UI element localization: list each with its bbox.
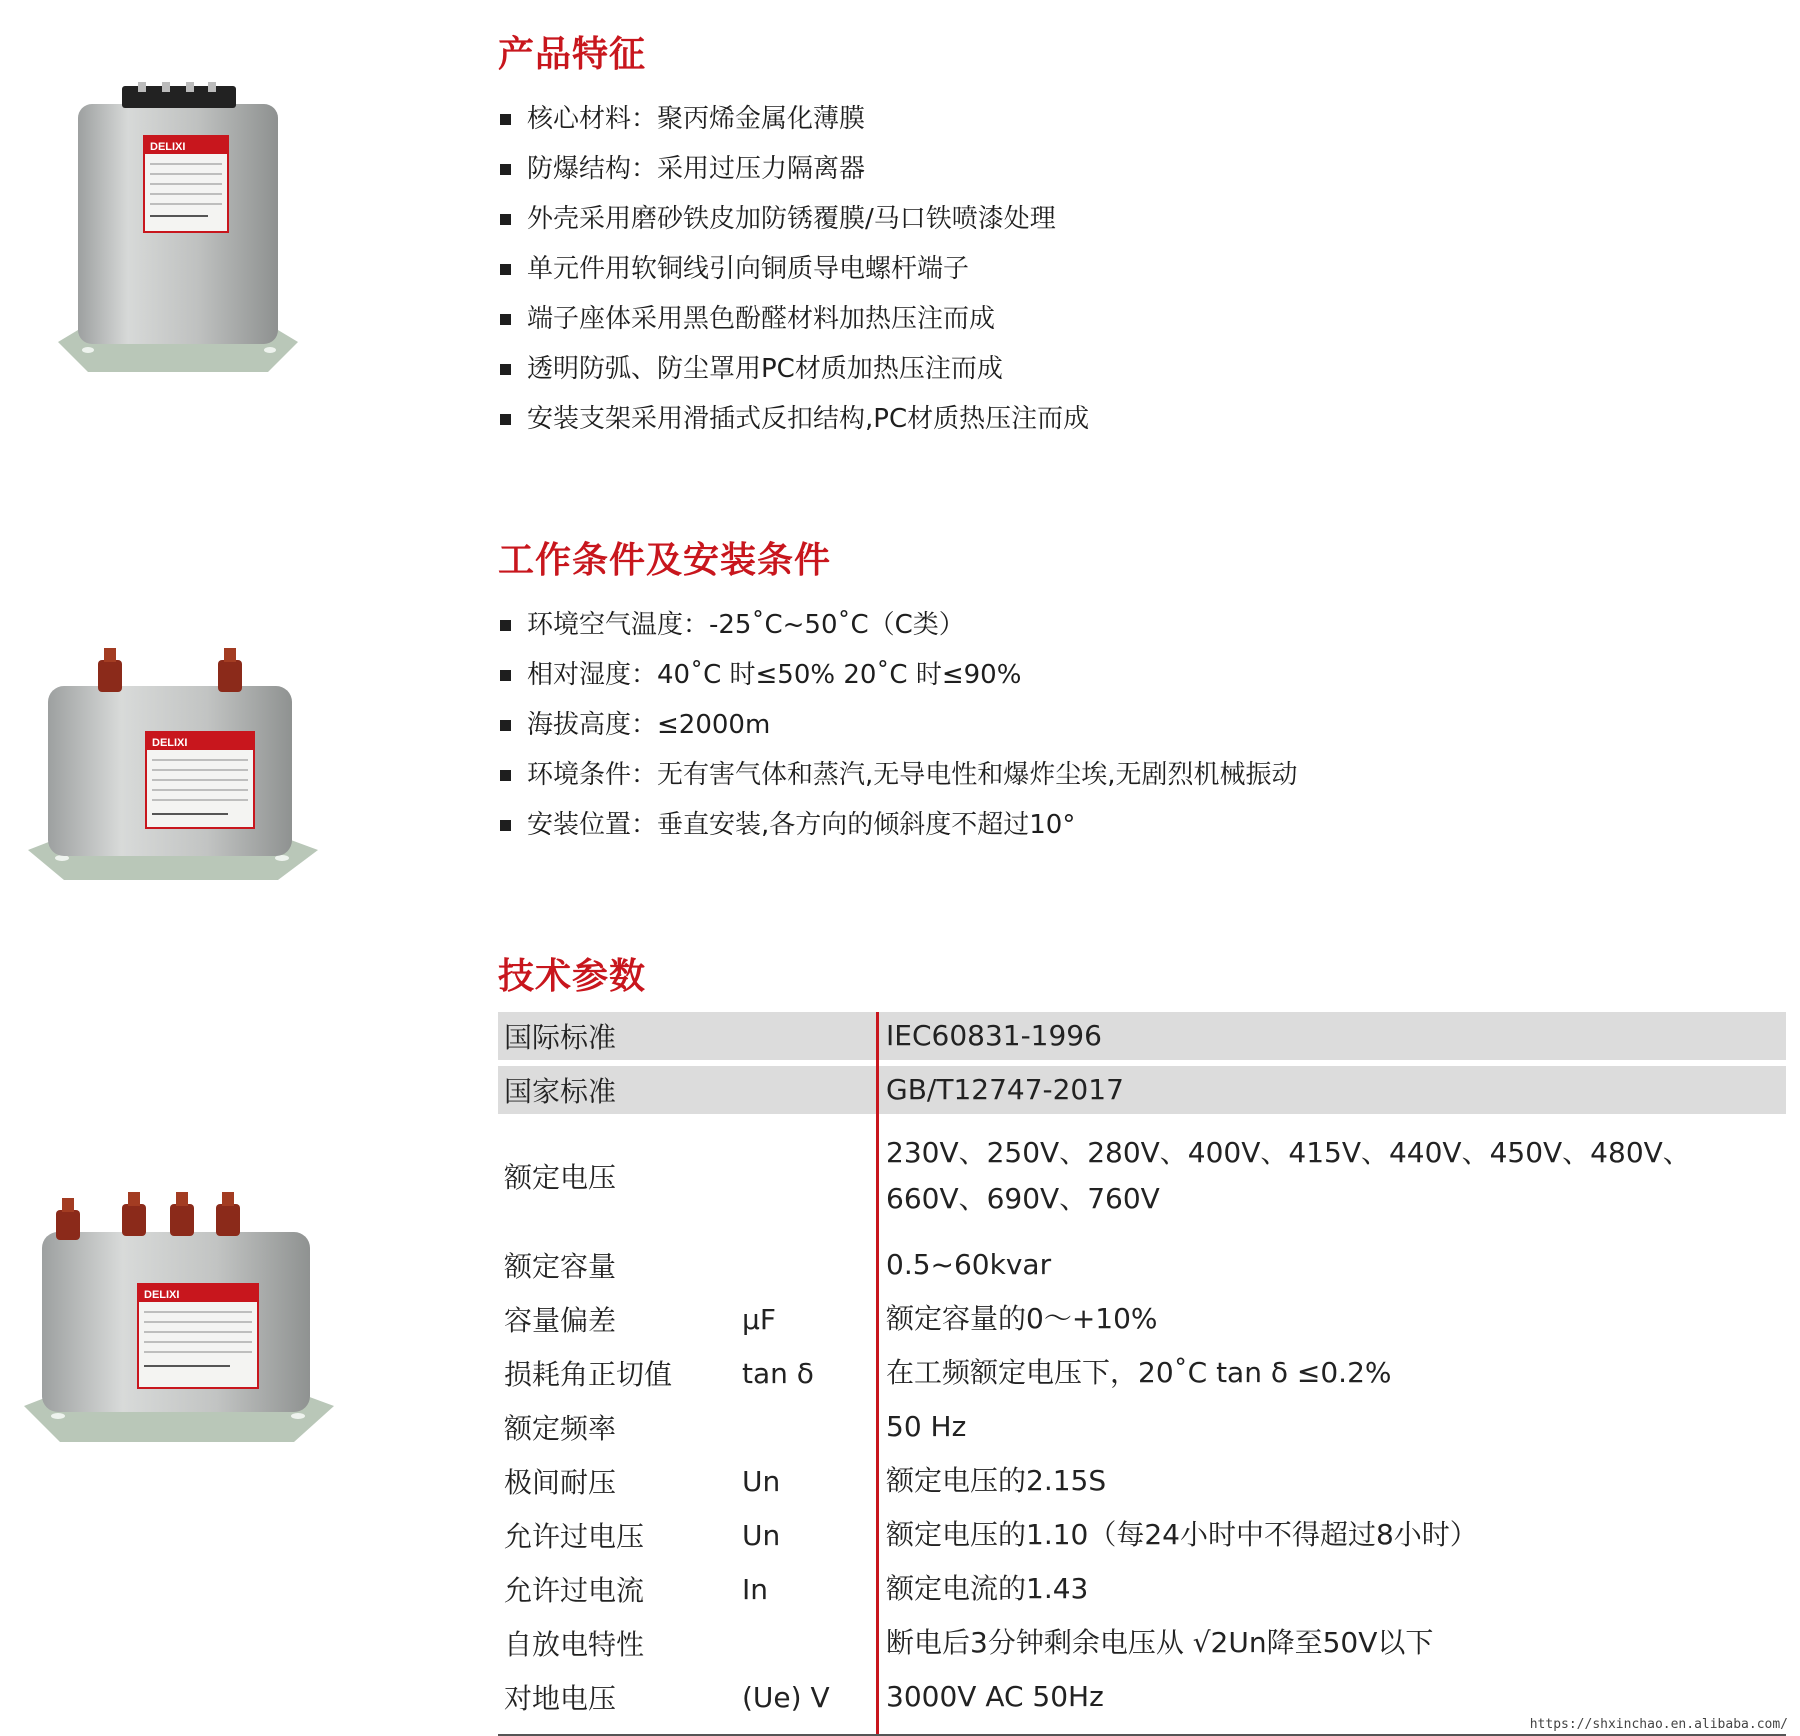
- spec-unit: tan δ: [742, 1356, 814, 1390]
- capacitor-image-2: [28, 640, 318, 890]
- spec-name: 对地电压: [504, 1682, 617, 1715]
- list-item: 环境空气温度：-25˚C~50˚C（C类）: [498, 600, 1298, 650]
- bullet-square-icon: [500, 114, 511, 125]
- spec-name: 自放电特性: [504, 1628, 645, 1661]
- list-item: 核心材料：聚丙烯金属化薄膜: [498, 94, 1089, 144]
- list-item: 安装支架采用滑插式反扣结构,PC材质热压注而成: [498, 394, 1089, 444]
- table-row: [498, 1012, 1786, 1060]
- table-row: [498, 1400, 1786, 1454]
- conditions-list: [498, 600, 1298, 850]
- specs-title: 技术参数: [498, 956, 647, 997]
- list-item: 单元件用软铜线引向铜质导电螺杆端子: [498, 244, 1089, 294]
- list-item: 海拔高度：≤2000m: [498, 700, 1298, 750]
- bullet-square-icon: [500, 620, 511, 631]
- table-row: [498, 1238, 1786, 1292]
- spec-unit: μF: [742, 1302, 776, 1336]
- watermark-url: https://shxinchao.en.alibaba.com/: [1529, 1717, 1788, 1732]
- table-row: [498, 1066, 1786, 1114]
- bullet-square-icon: [500, 820, 511, 831]
- capacitor-image-1: [58, 82, 298, 382]
- spec-unit: In: [742, 1572, 769, 1606]
- list-item: 端子座体采用黑色酚醛材料加热压注而成: [498, 294, 1089, 344]
- list-item: 安装位置：垂直安装,各方向的倾斜度不超过10°: [498, 800, 1298, 850]
- column-divider: [876, 1012, 879, 1734]
- features-title: 产品特征: [498, 34, 647, 75]
- bullet-square-icon: [500, 770, 511, 781]
- bullet-square-icon: [500, 314, 511, 325]
- list-item: 防爆结构：采用过压力隔离器: [498, 144, 1089, 194]
- spec-name: 允许过电压: [504, 1520, 645, 1553]
- table-row: [498, 1508, 1786, 1562]
- spec-name: 极间耐压: [504, 1466, 617, 1499]
- spec-value: 断电后3分钟剩余电压从 √2Un降至50V以下: [886, 1626, 1434, 1659]
- spec-value: 3000V AC 50Hz: [886, 1680, 1104, 1713]
- conditions-title: 工作条件及安装条件: [498, 540, 832, 581]
- spec-name: 允许过电流: [504, 1574, 645, 1607]
- list-item: 透明防弧、防尘罩用PC材质加热压注而成: [498, 344, 1089, 394]
- spec-value: 额定容量的0～+10%: [886, 1302, 1158, 1335]
- spec-value: 50 Hz: [886, 1410, 967, 1443]
- capacitor-image-3: [24, 1180, 334, 1450]
- list-item: 相对湿度：40˚C 时≤50% 20˚C 时≤90%: [498, 650, 1298, 700]
- list-item: 环境条件：无有害气体和蒸汽,无导电性和爆炸尘埃,无剧烈机械振动: [498, 750, 1298, 800]
- list-item: 外壳采用磨砂铁皮加防锈覆膜/马口铁喷漆处理: [498, 194, 1089, 244]
- spec-name: 额定频率: [504, 1412, 617, 1445]
- spec-value: 0.5~60kvar: [886, 1248, 1052, 1281]
- spec-name: 额定容量: [504, 1250, 617, 1283]
- table-row: [498, 1562, 1786, 1616]
- bullet-square-icon: [500, 414, 511, 425]
- features-list: [498, 94, 1089, 444]
- spec-unit: Un: [742, 1464, 781, 1498]
- table-row: [498, 1292, 1786, 1346]
- bullet-square-icon: [500, 214, 511, 225]
- bullet-square-icon: [500, 264, 511, 275]
- spec-value: 在工频额定电压下，20˚C tan δ ≤0.2%: [886, 1356, 1392, 1389]
- spec-value: 额定电流的1.43: [886, 1572, 1089, 1605]
- brand-logo: DELIXI: [144, 1289, 180, 1301]
- table-row: [498, 1454, 1786, 1508]
- spec-name: 损耗角正切值: [504, 1358, 673, 1391]
- spec-value: GB/T12747-2017: [886, 1073, 1124, 1106]
- brand-logo: DELIXI: [150, 141, 186, 153]
- spec-value: 额定电压的1.10（每24小时中不得超过8小时）: [886, 1518, 1478, 1551]
- spec-name: 国际标准: [504, 1021, 617, 1054]
- spec-value: IEC60831-1996: [886, 1019, 1102, 1052]
- bullet-square-icon: [500, 670, 511, 681]
- table-row: [498, 1114, 1786, 1238]
- table-row: [498, 1346, 1786, 1400]
- spec-value: 230V、250V、280V、400V、415V、440V、450V、480V、 660V、690V、760V: [886, 1136, 1691, 1215]
- spec-name: 容量偏差: [504, 1304, 617, 1337]
- spec-value: 额定电压的2.15S: [886, 1464, 1107, 1497]
- bullet-square-icon: [500, 720, 511, 731]
- brand-logo: DELIXI: [152, 737, 188, 749]
- table-row: [498, 1670, 1786, 1724]
- spec-name: 额定电压: [504, 1161, 617, 1194]
- spec-name: 国家标准: [504, 1075, 617, 1108]
- spec-table: [498, 1012, 1786, 1724]
- spec-unit: (Ue) V: [742, 1680, 830, 1714]
- spec-unit: Un: [742, 1518, 781, 1552]
- bullet-square-icon: [500, 164, 511, 175]
- bullet-square-icon: [500, 364, 511, 375]
- table-row: [498, 1616, 1786, 1670]
